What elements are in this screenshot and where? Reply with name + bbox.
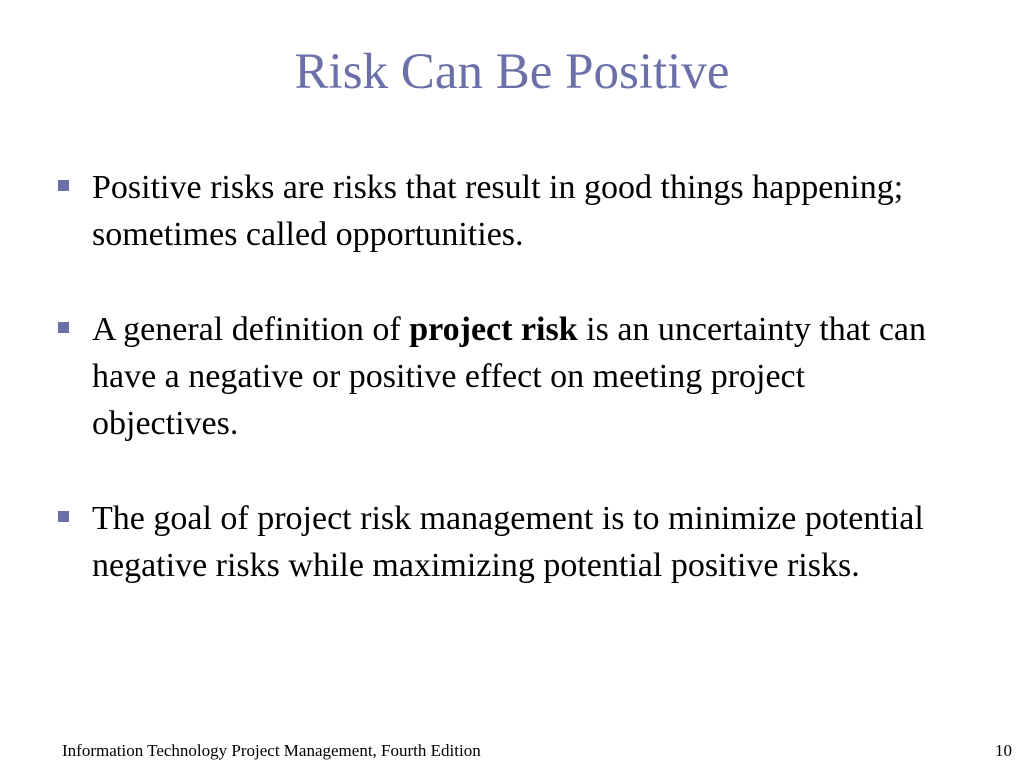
square-bullet-icon [58, 322, 69, 333]
bullet-text: The goal of project risk management is to minimize potential negative risks while maximizing potential positive risks. [92, 500, 924, 584]
bullet-item [54, 306, 954, 447]
bullet-list [54, 164, 954, 637]
bullet-text-end: is an uncertainty that can have a negative or positive effect on meeting project objectives. [92, 311, 927, 442]
footer-text: Information Technology Project Management, Fourth Edition [62, 741, 481, 760]
bold-term: project risk [409, 311, 578, 348]
page-number: 10 [995, 741, 1012, 760]
bullet-text: Positive risks are risks that result in good things happening; sometimes called opportunities. [92, 169, 904, 253]
bullet-item [54, 164, 954, 258]
square-bullet-icon [58, 180, 69, 191]
bullet-text-start: A general definition of [92, 311, 410, 348]
slide-title: Risk Can Be Positive [294, 44, 730, 100]
square-bullet-icon [58, 511, 69, 522]
bullet-item [54, 495, 954, 589]
